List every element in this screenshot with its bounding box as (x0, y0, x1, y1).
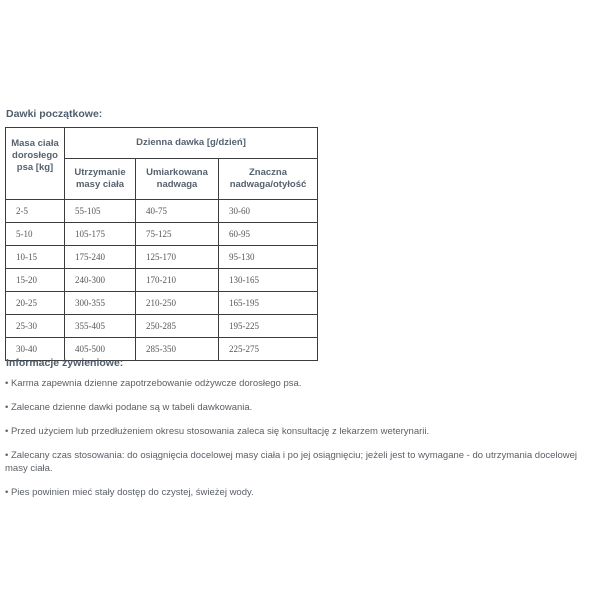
table-cell: 5-10 (6, 223, 65, 246)
table-cell: 240-300 (65, 269, 136, 292)
table-cell: 15-20 (6, 269, 65, 292)
list-item: • Zalecane dzienne dawki podane są w tabeli dawkowania. (5, 402, 253, 413)
table-cell: 2-5 (6, 200, 65, 223)
list-item: • Karma zapewnia dzienne zapotrzebowanie odżywcze dorosłego psa. (5, 378, 302, 389)
table-cell: 300-355 (65, 292, 136, 315)
table-row (6, 315, 318, 338)
header-significant-overweight: Znaczna nadwaga/otyłość (219, 159, 318, 200)
table-row (6, 223, 318, 246)
nutrition-info-heading: Informacje żywieniowe: (6, 357, 124, 369)
dosage-table (5, 127, 318, 361)
table-cell: 285-350 (136, 338, 219, 361)
table-cell: 30-60 (219, 200, 318, 223)
table-cell: 405-500 (65, 338, 136, 361)
table-cell: 20-25 (6, 292, 65, 315)
list-item: • Zalecany czas stosowania: do osiągnięcia docelowej masy ciała i po jej osiągnięciu; jeżeli jest to wymagane - do utrzymania docelowej masy ciała. (5, 450, 578, 474)
table-cell: 130-165 (219, 269, 318, 292)
table-row (6, 246, 318, 269)
header-moderate-overweight: Umiarkowana nadwaga (136, 159, 219, 200)
table-row (6, 292, 318, 315)
table-cell: 170-210 (136, 269, 219, 292)
table-cell: 40-75 (136, 200, 219, 223)
table-cell: 250-285 (136, 315, 219, 338)
table-row (6, 200, 318, 223)
table-cell: 125-170 (136, 246, 219, 269)
table-cell: 195-225 (219, 315, 318, 338)
table-cell: 95-130 (219, 246, 318, 269)
table-cell: 165-195 (219, 292, 318, 315)
table-cell: 60-95 (219, 223, 318, 246)
table-cell: 105-175 (65, 223, 136, 246)
list-item: • Przed użyciem lub przedłużeniem okresu stosowania zaleca się konsultację z lekarzem weterynarii. (5, 426, 430, 437)
header-daily-dose: Dzienna dawka [g/dzień] (65, 128, 318, 159)
table-cell: 355-405 (65, 315, 136, 338)
header-body-mass: Masa ciała dorosłego psa [kg] (6, 128, 65, 200)
table-cell: 55-105 (65, 200, 136, 223)
table-cell: 10-15 (6, 246, 65, 269)
nutrition-info-list (5, 377, 595, 510)
table-cell: 175-240 (65, 246, 136, 269)
list-item: • Pies powinien mieć stały dostęp do czystej, świeżej wody. (5, 487, 254, 498)
table-cell: 75-125 (136, 223, 219, 246)
table-cell: 30-40 (6, 338, 65, 361)
table-cell: 25-30 (6, 315, 65, 338)
header-maintenance: Utrzymanie masy ciała (65, 159, 136, 200)
dosage-heading: Dawki początkowe: (6, 108, 103, 120)
table-row (6, 269, 318, 292)
table-cell: 225-275 (219, 338, 318, 361)
table-cell: 210-250 (136, 292, 219, 315)
